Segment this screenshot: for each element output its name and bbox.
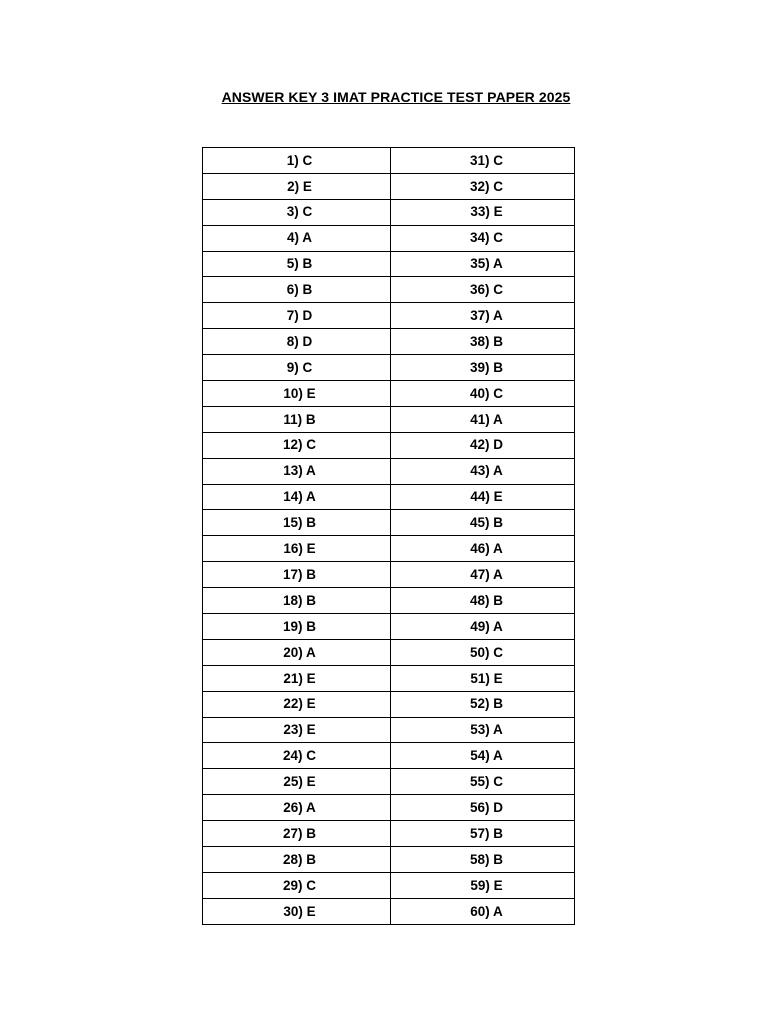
answer-cell-left: 18) B [203,588,391,614]
answer-cell-right: 52) B [391,691,575,717]
answer-cell-right: 48) B [391,588,575,614]
answer-cell-right: 32) C [391,173,575,199]
answer-cell-right: 46) A [391,536,575,562]
table-row [203,277,575,303]
table-row [203,847,575,873]
table-row [203,225,575,251]
answer-cell-left: 29) C [203,872,391,898]
table-row [203,769,575,795]
answer-cell-left: 27) B [203,821,391,847]
table-row [203,639,575,665]
answer-cell-left: 1) C [203,148,391,174]
answer-cell-right: 50) C [391,639,575,665]
answer-cell-right: 31) C [391,148,575,174]
answer-cell-right: 40) C [391,381,575,407]
table-row [203,406,575,432]
page-title: ANSWER KEY 3 IMAT PRACTICE TEST PAPER 2025 [221,89,571,105]
answer-cell-left: 13) A [203,458,391,484]
answer-cell-right: 42) D [391,432,575,458]
answer-cell-right: 51) E [391,665,575,691]
table-row [203,173,575,199]
table-row [203,484,575,510]
answer-cell-right: 60) A [391,898,575,924]
answer-cell-right: 54) A [391,743,575,769]
table-row [203,588,575,614]
answer-cell-right: 55) C [391,769,575,795]
answer-cell-right: 33) E [391,199,575,225]
answer-cell-left: 15) B [203,510,391,536]
answer-cell-right: 56) D [391,795,575,821]
answer-cell-right: 39) B [391,355,575,381]
table-row [203,717,575,743]
answer-key-table [202,147,575,925]
answer-cell-right: 35) A [391,251,575,277]
table-row [203,148,575,174]
answer-cell-left: 4) A [203,225,391,251]
table-row [203,898,575,924]
answer-cell-left: 10) E [203,381,391,407]
answer-cell-right: 59) E [391,872,575,898]
answer-cell-left: 2) E [203,173,391,199]
answer-cell-right: 41) A [391,406,575,432]
answer-cell-left: 9) C [203,355,391,381]
answer-cell-right: 47) A [391,562,575,588]
answer-cell-left: 19) B [203,614,391,640]
table-row [203,458,575,484]
table-row [203,691,575,717]
table-row [203,199,575,225]
answer-cell-left: 16) E [203,536,391,562]
table-row [203,536,575,562]
answer-cell-left: 30) E [203,898,391,924]
answer-cell-right: 44) E [391,484,575,510]
table-row [203,872,575,898]
table-row [203,614,575,640]
answer-cell-left: 25) E [203,769,391,795]
table-row [203,432,575,458]
answer-cell-right: 34) C [391,225,575,251]
answer-cell-right: 45) B [391,510,575,536]
answer-cell-left: 3) C [203,199,391,225]
table-row [203,381,575,407]
answer-cell-left: 6) B [203,277,391,303]
answer-key-rows [203,148,575,925]
table-row [203,821,575,847]
table-row [203,303,575,329]
table-row [203,562,575,588]
answer-cell-left: 20) A [203,639,391,665]
answer-cell-left: 8) D [203,329,391,355]
answer-cell-left: 5) B [203,251,391,277]
answer-cell-right: 38) B [391,329,575,355]
table-row [203,355,575,381]
answer-cell-right: 37) A [391,303,575,329]
answer-cell-left: 11) B [203,406,391,432]
answer-cell-left: 26) A [203,795,391,821]
answer-cell-right: 57) B [391,821,575,847]
table-row [203,665,575,691]
answer-cell-right: 49) A [391,614,575,640]
answer-cell-left: 12) C [203,432,391,458]
answer-cell-right: 53) A [391,717,575,743]
answer-cell-left: 7) D [203,303,391,329]
answer-cell-left: 23) E [203,717,391,743]
answer-cell-left: 14) A [203,484,391,510]
answer-cell-left: 17) B [203,562,391,588]
answer-cell-left: 21) E [203,665,391,691]
answer-cell-right: 43) A [391,458,575,484]
answer-cell-right: 36) C [391,277,575,303]
answer-cell-left: 22) E [203,691,391,717]
answer-cell-right: 58) B [391,847,575,873]
answer-cell-left: 28) B [203,847,391,873]
table-row [203,510,575,536]
table-row [203,743,575,769]
table-row [203,329,575,355]
table-row [203,795,575,821]
answer-cell-left: 24) C [203,743,391,769]
table-row [203,251,575,277]
